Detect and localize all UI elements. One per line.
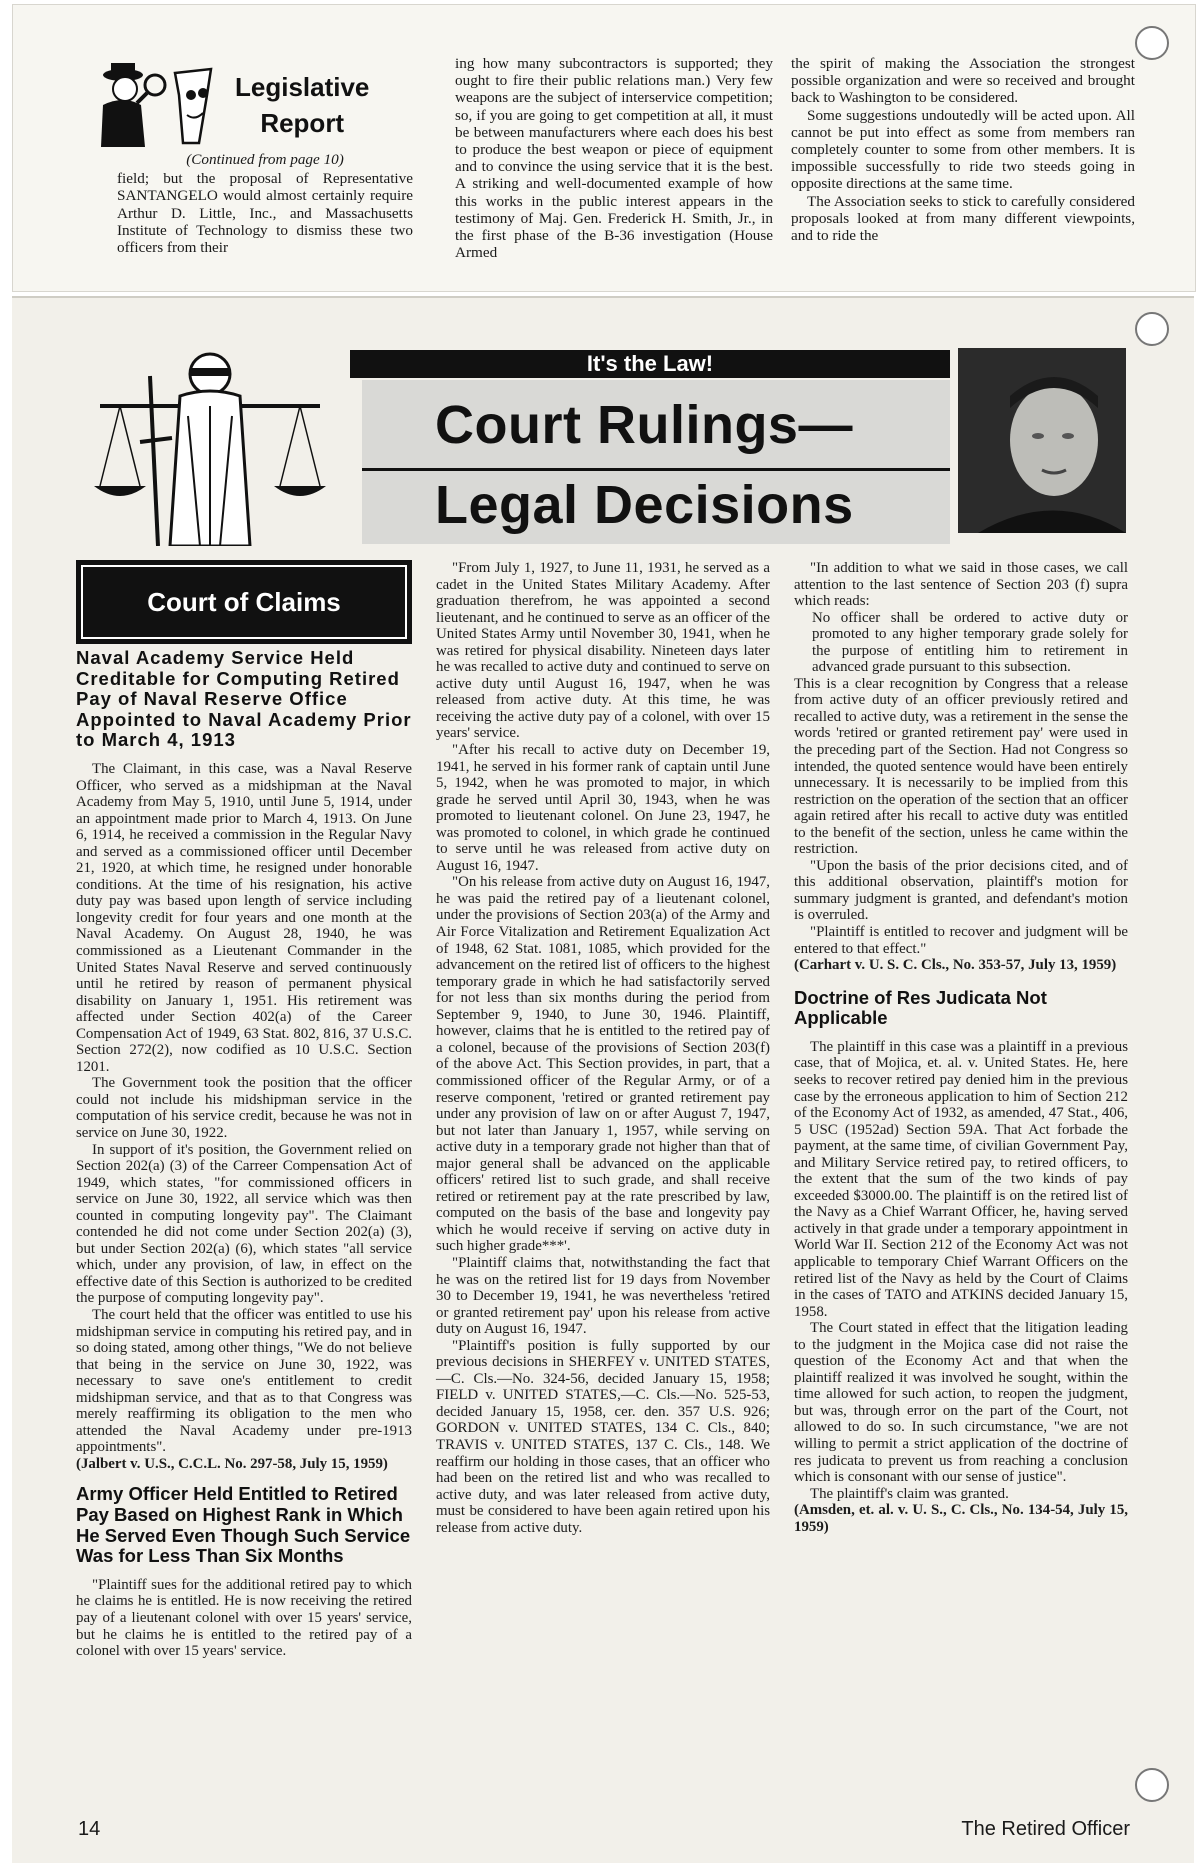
article3-heading: Doctrine of Res Judicata Not Applicable xyxy=(794,986,1047,1029)
legislative-report-clipping xyxy=(12,4,1196,292)
article2-p9: "Upon the basis of the prior decisions cited, and of this additional observation, plaintiff's motion for summary judgment is granted, and defendant's motion is overruled. xyxy=(794,857,1128,924)
article3-p3: The plaintiff's claim was granted. xyxy=(810,1485,1009,1502)
binder-hole-top xyxy=(1135,26,1169,60)
banner-title-line2: Legal Decisions xyxy=(435,475,854,535)
article1-p1: The Claimant, in this case, was a Naval Reserve Officer, who served as a midshipman at the Naval Academy from May 5, 1910, until June 5, 1914, under an appointment made prior to March 4, 1913. On June 6, 1914, he received a commission in the Regular Navy and served as a commissioned officer until December 21, 1920, at which time, he resigned under honorable conditions. At the time of his resignation, his active duty pay was based upon length of service including longevity credit for four years and one month at the Naval Academy. On August 28, 1940, he was commissioned as a Lieutenant Commander in the United States Naval Reserve and served continuously until he retired by reason of permanent physical disability on January 1, 1951. His retirement was affected under Section 402(a) of the Career Compensation Act of 1949, 63 Stat. 802, 816, 37 U.S.C. Section 272(2), now codified as 10 U.S.C. Section 1201. xyxy=(76,760,412,1075)
binder-hole-bottom xyxy=(1135,1768,1169,1802)
article2-p7: "In addition to what we said in those cases, we call attention to the last sentence of Section 203 (f) supra which reads: xyxy=(794,560,1128,610)
binder-hole-middle xyxy=(1135,312,1169,346)
column-3 xyxy=(794,560,1128,1535)
article2-p8: This is a clear recognition by Congress that a release from active duty of an officer previously retired and recalled to active duty, was a retirement in the sense the words 'retired or granted retirement pay' were used in the preceding part of the Section. Had not Congress so intended, the quoted sentence would have been entirely unnecessary. It is necessarily to be implied from this restriction on the operation of the section that an officer again retired after his recall to active duty was entitled to the benefit of the section, unless he came within the restriction. xyxy=(794,675,1128,858)
page-number: 14 xyxy=(78,1818,101,1840)
column-2 xyxy=(436,560,770,1536)
article2-quote: No officer shall be ordered to active duty or promoted to any higher temporary grade solely for the purpose of entitling him to retirement in advanced grade pursuant to this subsection. xyxy=(812,609,1128,676)
article3-citation: (Amsden, et. al. v. U. S., C. Cls., No. 134-54, July 15, 1959) xyxy=(794,1502,1128,1535)
article2-citation: (Carhart v. U. S. C. Cls., No. 353-57, July 13, 1959) xyxy=(794,957,1117,974)
article1-p2: The Government took the position that the officer could not include his midshipman service in the computation of his service credit, because he was not in service on June 30, 1922. xyxy=(76,1075,412,1141)
clip-column-1 xyxy=(117,151,413,256)
column-1 xyxy=(76,648,412,1660)
article1-p4: The court held that the officer was entitled to use his midshipman service in computing his retired pay, and in so doing stated, among other things, "We do not believe that being in the service on June 30, 1922, was necessary to save one's entitlement to credit midshipman service, and that as to that Congress was merely reaffirming its obligation to the men who attended the Naval Academy under pre-1913 appointments". xyxy=(76,1307,412,1456)
article2-p3: "After his recall to active duty on December 19, 1941, he served in his former rank of captain until June 5, 1942, when he was promoted to major, in which grade he served until April 30, 1943, when he was promoted to lieutenant colonel. On June 23, 1947, he was promoted to colonel, in which grade he continued to serve until he was released from active duty on August 16, 1947. xyxy=(436,742,770,874)
legislative-report-title: Legislative Report xyxy=(235,72,370,138)
clip-column-3 xyxy=(791,55,1135,244)
article2-p1: "Plaintiff sues for the additional retired pay to which he claims he is entitled. He is now receiving the retired pay of a lieutenant colonel with over 15 years' service, but he claims he is entitled to the retired pay of a colonel with over 15 years' service. xyxy=(76,1576,412,1660)
lady-justice-illustration xyxy=(80,346,340,546)
clip-col2-text: ing how many subcontractors is supported; they ought to fire their public relations man.) Very few weapons are the subject of interservice competition; so, if you are going to get competition at all, it must be between manufacturers where each does his best to produce the best weapon or piece of equipment and to convince the using service that it is the best. A striking and well-documented example of how this works in the public interest appears in the testimony of Maj. Gen. Frederick H. Smith, Jr., in the first phase of the B-36 investigation (House Armed xyxy=(455,55,773,262)
article2-p6: "Plaintiff's position is fully supported by our previous decisions in SHERFEY v. UNITED STATES,—C. Cls.—No. 324-56, decided January 15, 1958; FIELD v. UNITED STATES,—C. Cls.—No. 525-53, decided January 15, 1958, cer. den. 357 U.S. 926; GORDON v. UNITED STATES, 134 C. Cls., 840; TRAVIS v. UNITED STATES, 137 C. Cls., 148. We reaffirm our holding in those cases, that an officer who had been on the retired list and who was recalled to active duty, and was later released from active duty, must be considered to have been again retired upon his release from active duty. xyxy=(436,1337,770,1536)
article2-p5: "Plaintiff claims that, notwithstanding the fact that he was on the retired list for 19 days from November 30 to December 19, 1941, he was nevertheless 'retired or granted retirement pay' upon his release from active duty on August 16, 1947. xyxy=(436,1254,770,1338)
article2-p2: "From July 1, 1927, to June 11, 1931, he served as a cadet in the United States Military Academy. After graduation therefrom, he was appointed a second lieutenant, and he continued to serve as an officer of the United States Army until November 30, 1941, when he was retired for physical disability. Nineteen days later he was recalled to active duty and continued to serve on active duty until August 16, 1947, when he was released from active duty. At this time, he was receiving the active duty pay of a colonel, with over 15 years' service. xyxy=(436,560,770,742)
detective-cartoon-illustration xyxy=(83,55,233,150)
article2-heading: Army Officer Held Entitled to Retired Pay Based on Highest Rank in Which He Served Even Though Such Service Was for Less Than Six Months xyxy=(76,1483,411,1567)
article1-heading: Naval Academy Service Held Creditable for Computing Retired Pay of Naval Reserve Office Appointed to Naval Academy Prior to March 4, 1913 xyxy=(76,647,412,751)
banner-rule xyxy=(362,468,950,471)
article1-p3: In support of it's position, the Government relied on Section 202(a) (3) of the Carreer Compensation Act of 1949, which states, "for commissioned officers in service on June 30, 1922, all service which was then counted in computing longevity pay". The Claimant contended he did not come under Section 202(a) (3), but under Section 202(a) (6), which states "all service which, under any provision, of law, in effect on the effective date of this Section is authorized to be credited the purpose of computing longevity pay". xyxy=(76,1141,412,1307)
clip-col1-text: field; but the proposal of Representative SANTANGELO would almost certainly require Arthur D. Little, Inc., and Massachusetts Institute of Technology to dismiss these two officers from their xyxy=(117,170,413,257)
clip-col3-p2: Some suggestions undoutedly will be acted upon. All cannot be put into effect as some from members ran completely counter to some from other members. It is impossible successfully to ride two steeds going in opposite directions at the same time. xyxy=(791,106,1135,193)
clip-col3-p3: The Association seeks to stick to carefully considered proposals looked at from many different viewpoints, and to ride the xyxy=(791,192,1135,245)
continued-note: (Continued from page 10) xyxy=(186,151,344,168)
portrait-photo xyxy=(958,348,1126,533)
article2-p4: "On his release from active duty on August 16, 1947, he was paid the retired pay of a lieutenant colonel, under the provisions of Section 203(a) of the Army and Air Force Vitalization and Retirement Equalization Act of 1948, 62 Stat. 1081, 1085, which provided for the advancement on the retired list of officers to the highest temporary grade in which he had satisfactorily served for not less than six months during the period from September 9, 1940, to June 30, 1946. Plaintiff, however, claims that he is entitled to the retired pay of a colonel, because of the provisions of Section 203(f) of the above Act. This Section provides, in part, that a commissioned officer of the Regular Army, or of a reserve component, 'retired or granted retirement pay under any provision of law on or after August 7, 1947, but not later than January 1, 1957, while serving on active duty in a temporary grade not higher than that of major general shall be advanced on the applicable officers' retired list to such grade, and shall receive retired or retirement pay at the rate prescribed by law, computed on the basis of the base and longevity pay which he would receive if serving on active duty in such higher grade***'. xyxy=(436,874,770,1255)
banner-kicker: It's the Law! xyxy=(350,350,950,378)
magazine-name: The Retired Officer xyxy=(961,1818,1130,1840)
article2-p10: "Plaintiff is entitled to recover and judgment will be entered to that effect." xyxy=(794,924,1128,957)
court-of-claims-label: Court of Claims xyxy=(76,560,412,644)
clip-column-2 xyxy=(455,55,773,261)
article3-p1: The plaintiff in this case was a plaintiff in a previous case, that of Mojica, et. al. v. United States. He, here seeks to recover retired pay denied him in the previous case by the erroneous application to him of Section 212 of the Economy Act of 1932, as amended, 47 Stat., 406, 5 USC (1952ad) Section 59A. That Act forbade the payment, at the same time, of civilian Government Pay, and Military Service retired pay, to retired officers, to the extent that the sum of the two kinds of pay exceeded $3000.00. The plaintiff is on the retired list of the Navy as a Chief Warrant Officer, he, having served actively in that grade under a temporary appointment in World War II. Section 212 of the Economy Act was not applicable to temporary Chief Warrant Officers on the retired list of the Navy as held by the Court of Claims in the cases of TATO and ATKINS decided January 15, 1958. xyxy=(794,1038,1128,1320)
article3-p2: The Court stated in effect that the litigation leading to the judgment in the Mojica case did not raise the question of the Economy Act and that when the plaintiff realized it was involved he sought, within the time allowed for such action, to reopen the judgment, but was, through error on the part of the Court, not allowed to do so. In such circumstance, "we are not willing to permit a strict application of the doctrine of res judicata to prevent us from reaching a conclusion which is consonant with our sense of justice". xyxy=(794,1320,1128,1486)
portrait-silhouette xyxy=(958,348,1126,533)
clip-col3-p1: the spirit of making the Association the strongest possible organization and were so received and brought back to Washington to be considered. xyxy=(791,55,1135,107)
banner-title-line1: Court Rulings— xyxy=(435,395,853,455)
article1-citation: (Jalbert v. U.S., C.C.L. No. 297-58, July 15, 1959) xyxy=(76,1455,388,1472)
